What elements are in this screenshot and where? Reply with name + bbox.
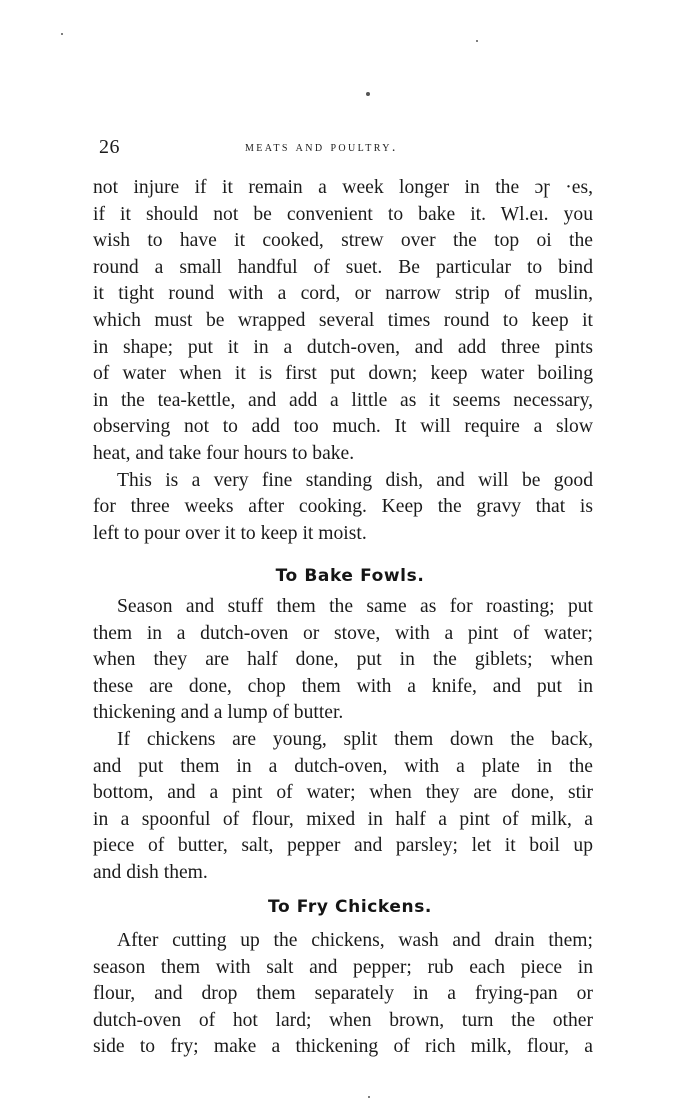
text-line: season them with salt and pepper; rub each piece in — [93, 956, 593, 978]
text-line: them in a dutch-oven or stove, with a pint of water; — [93, 622, 593, 644]
text-line: piece of butter, salt, pepper and parsley; let it boil up — [93, 835, 593, 857]
text-line: side to fry; make a thickening of rich milk, flour, a — [93, 1036, 593, 1058]
text-line: flour, and drop them separately in a frying-pan or — [93, 983, 593, 1005]
ink-speck — [476, 40, 478, 42]
text-line: in the tea-kettle, and add a little as it seems necessary, — [93, 389, 593, 411]
paragraph-continuation — [93, 175, 593, 547]
ink-speck — [368, 1096, 370, 1098]
paragraph-bake-fowls — [93, 594, 593, 887]
text-line: these are done, chop them with a knife, and put in — [93, 675, 593, 697]
section-heading-bake-fowls: To Bake Fowls. — [275, 566, 425, 586]
text-line: This is a very fine standing dish, and will be good — [117, 469, 593, 491]
text-line: If chickens are young, split them down the back, — [117, 728, 593, 750]
text-line: of water when it is first put down; keep water boiling — [93, 363, 593, 385]
text-line: bottom, and a pint of water; when they are done, stir — [93, 782, 593, 804]
ink-speck — [61, 33, 63, 35]
text-line: wish to have it cooked, strew over the top oi the — [93, 230, 593, 252]
running-title: meats and poultry. — [245, 140, 398, 155]
text-line: in shape; put it in a dutch-oven, and add three pints — [93, 336, 593, 358]
text-line: observing not to add too much. It will require a slow — [93, 416, 593, 438]
text-line: round a small handful of suet. Be particular to bind — [93, 256, 593, 278]
text-line: which must be wrapped several times round to keep it — [93, 309, 593, 331]
text-line: Season and stuff them the same as for roasting; put — [117, 596, 593, 617]
text-line: and dish them. — [93, 861, 208, 883]
text-line: dutch-oven of hot lard; when brown, turn the other — [93, 1009, 593, 1031]
text-line: and put them in a dutch-oven, with a plate in the — [93, 755, 593, 777]
text-line: it tight round with a cord, or narrow strip of muslin, — [93, 283, 593, 305]
text-line: left to pour over it to keep it moist. — [93, 522, 367, 544]
section-heading-fry-chickens: To Fry Chickens. — [268, 897, 432, 917]
text-line: when they are half done, put in the giblets; when — [93, 649, 593, 671]
text-line: in a spoonful of flour, mixed in half a pint of milk, a — [93, 808, 593, 830]
text-line: not injure if it remain a week longer in the ɔɼ ·es, — [93, 177, 593, 198]
paragraph-fry-chickens — [93, 928, 593, 1061]
text-line: thickening and a lump of butter. — [93, 702, 344, 724]
text-line: After cutting up the chickens, wash and drain them; — [117, 930, 593, 951]
running-head — [99, 136, 596, 162]
text-line: for three weeks after cooking. Keep the gravy that is — [93, 496, 593, 518]
page-number: 26 — [99, 136, 120, 158]
ink-speck — [366, 92, 370, 96]
text-line: heat, and take four hours to bake. — [93, 442, 355, 464]
text-line: if it should not be convenient to bake it. Wl.eı. you — [93, 203, 593, 225]
